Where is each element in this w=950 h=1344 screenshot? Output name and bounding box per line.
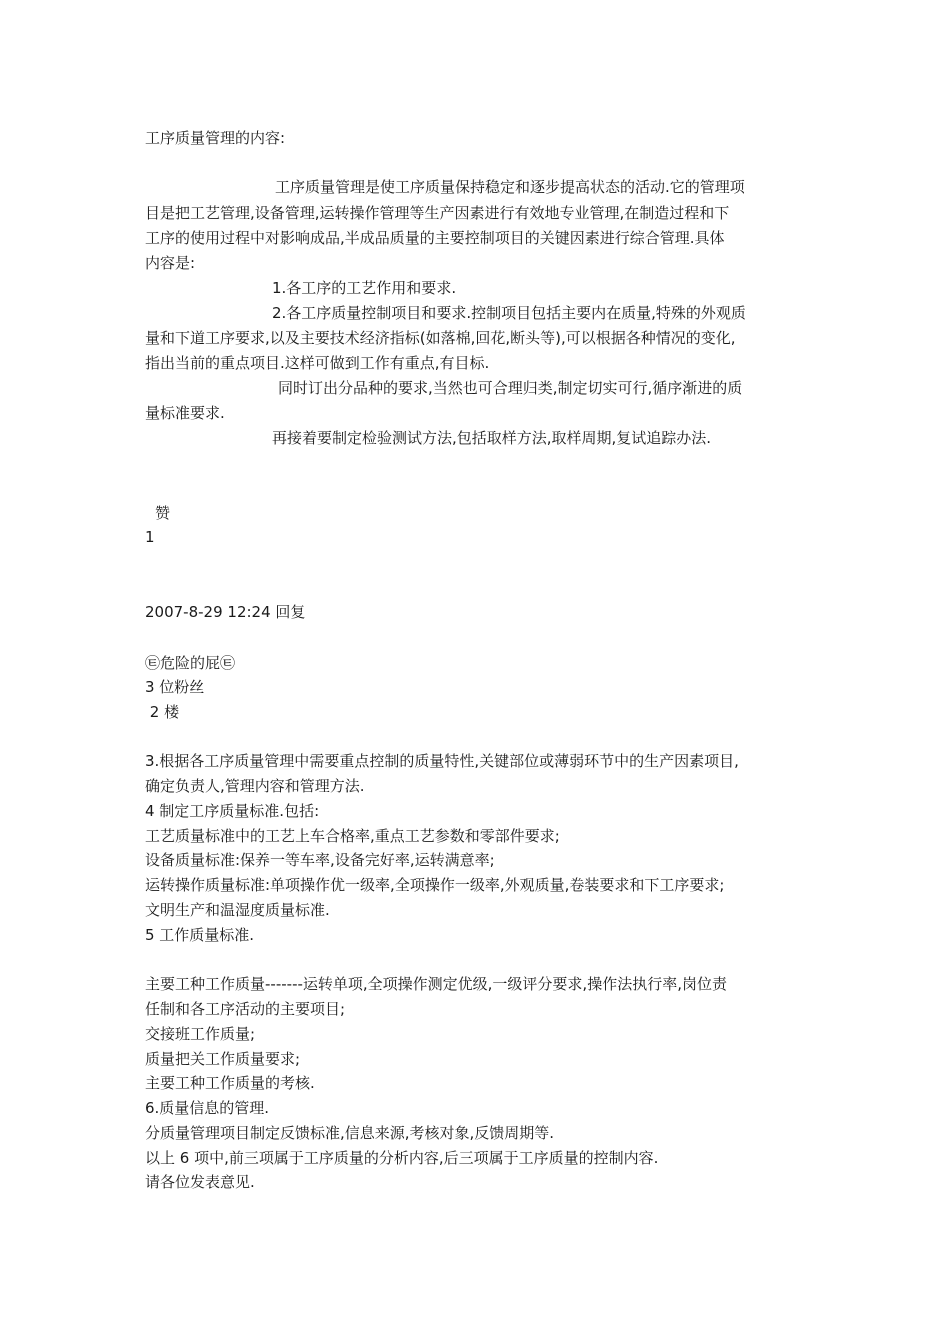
reply-line: 任制和各工序活动的主要项目; [145,1000,346,1018]
section-heading: 工序质量管理的内容: [145,129,286,147]
like-button[interactable]: 赞 [155,504,171,522]
reply-line: 6.质量信息的管理. [145,1099,270,1117]
reply-line: 主要工种工作质量-------运转单项,全项操作测定优级,一级评分要求,操作法执行率,岗位责 [145,975,727,993]
item-1: 1.各工序的工艺作用和要求. [272,279,457,297]
reply-line: 4 制定工序质量标准.包括: [145,802,320,820]
reply-line: 确定负责人,管理内容和管理方法. [145,777,365,795]
reply-line: 设备质量标准:保养一等车率,设备完好率,运转满意率; [145,851,495,869]
standards-line-2: 量标准要求. [145,404,225,422]
post-timestamp: 2007-8-29 12:24 [145,603,271,621]
standards-line-1: 同时订出分品种的要求,当然也可合理归类,制定切实可行,循序渐进的质 [278,379,743,397]
reply-line: 5 工作质量标准. [145,926,255,944]
post-meta [145,600,305,624]
item-2-line-2: 量和下道工序要求,以及主要技术经济指标(如落棉,回花,断头等),可以根据各种情况的变化, [145,329,736,347]
reply-line: 交接班工作质量; [145,1025,256,1043]
intro-line-2: 目是把工艺管理,设备管理,运转操作管理等生产因素进行有效地专业管理,在制造过程和下 [145,204,730,222]
like-count: 1 [145,528,155,546]
intro-line-1: 工序质量管理是使工序质量保持稳定和逐步提高状态的活动.它的管理项 [275,178,745,196]
fan-count: 3 位粉丝 [145,678,205,696]
item-2-line-1: 2.各工序质量控制项目和要求.控制项目包括主要内在质量,特殊的外观质 [272,304,746,322]
reply-line: 以上 6 项中,前三项属于工序质量的分析内容,后三项属于工序质量的控制内容. [145,1149,659,1167]
intro-line-3: 工序的使用过程中对影响成品,半成品质量的主要控制项目的关键因素进行综合管理.具体 [145,229,725,247]
reply-line: 请各位发表意见. [145,1173,255,1191]
reply-line: 运转操作质量标准:单项操作优一级率,全项操作一级率,外观质量,卷装要求和下工序要求; [145,876,725,894]
floor-number: 2 楼 [149,703,180,721]
reply-line: 主要工种工作质量的考核. [145,1074,315,1092]
intro-line-4: 内容是: [145,254,196,272]
reply-line: 文明生产和温湿度质量标准. [145,901,330,919]
reply-line: 工艺质量标准中的工艺上车合格率,重点工艺参数和零部件要求; [145,827,560,845]
item-2-line-3: 指出当前的重点项目.这样可做到工作有重点,有目标. [145,354,490,372]
reply-line: 3.根据各工序质量管理中需要重点控制的质量特性,关键部位或薄弱环节中的生产因素项目, [145,752,739,770]
reply-line: 分质量管理项目制定反馈标准,信息来源,考核对象,反馈周期等. [145,1124,555,1142]
reply-line: 质量把关工作质量要求; [145,1050,301,1068]
username[interactable]: ㉫危险的屁㉫ [145,654,236,672]
testing-line: 再接着要制定检验测试方法,包括取样方法,取样周期,复试追踪办法. [272,429,712,447]
reply-link[interactable]: 回复 [275,603,306,621]
